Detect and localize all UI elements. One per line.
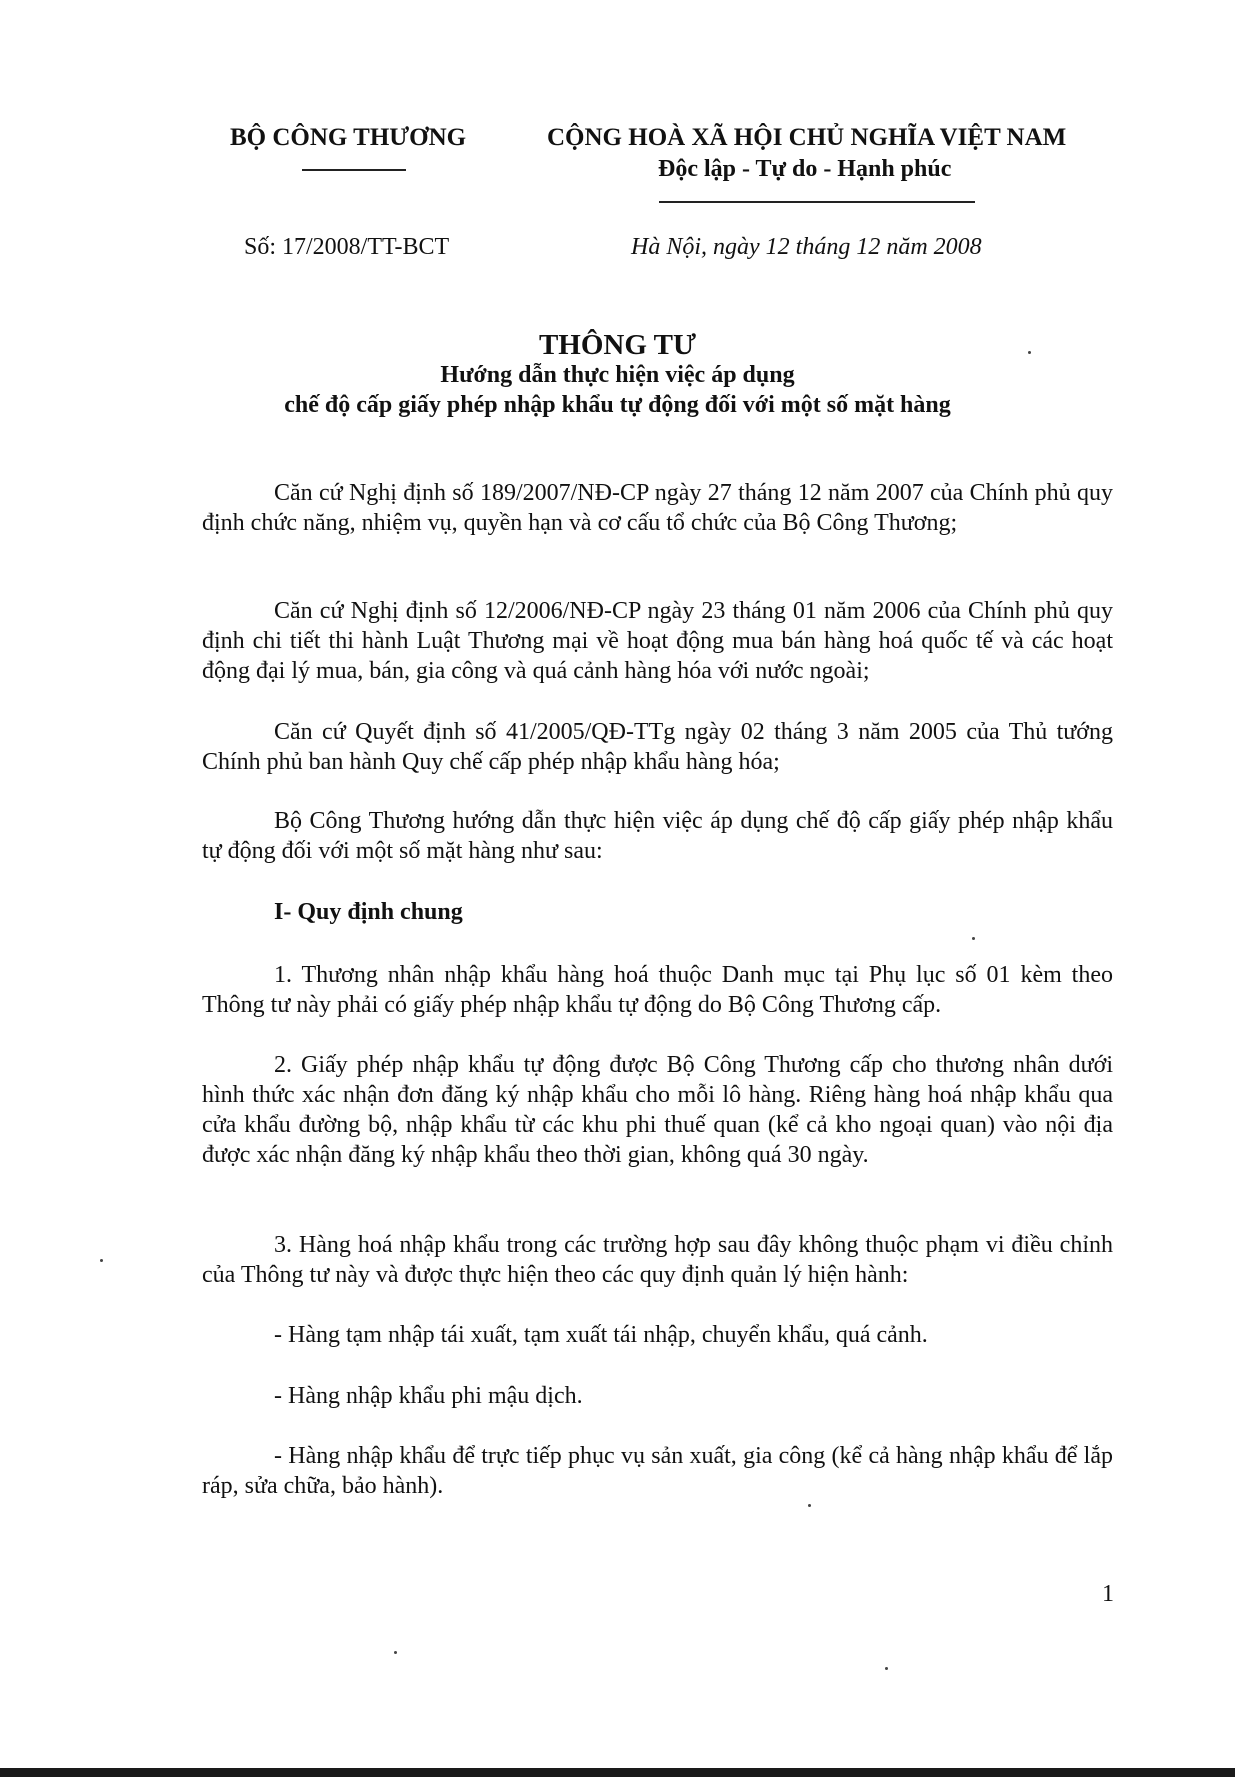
country-name: CỘNG HOÀ XÃ HỘI CHỦ NGHĨA VIỆT NAM [547, 124, 1067, 151]
paragraph-legal-basis-1: Căn cứ Nghị định số 189/2007/NĐ-CP ngày 27 tháng 12 năm 2007 của Chính phủ quy định chức năng, nhiệm vụ, quyền hạn và cơ cấu tổ chức của Bộ Công Thương; [202, 480, 1113, 536]
scan-speck [808, 1504, 811, 1507]
place-and-date: Hà Nội, ngày 12 tháng 12 năm 2008 [631, 234, 982, 260]
document-number: Số: 17/2008/TT-BCT [244, 234, 450, 260]
exemption-bullet-1: - Hàng tạm nhập tái xuất, tạm xuất tái nhập, chuyển khẩu, quá cảnh. [274, 1322, 928, 1348]
scan-edge-bar [0, 1768, 1235, 1777]
exemption-bullet-3: - Hàng nhập khẩu để trực tiếp phục vụ sản xuất, gia công (kể cả hàng nhập khẩu để lắp ráp, sửa chữa, bảo hành). [202, 1443, 1113, 1499]
paragraph-introduction: Bộ Công Thương hướng dẫn thực hiện việc áp dụng chế độ cấp giấy phép nhập khẩu tự động đối với một số mặt hàng như sau: [202, 808, 1113, 864]
regulation-item-2: 2. Giấy phép nhập khẩu tự động được Bộ Công Thương cấp cho thương nhân dưới hình thức xác nhận đơn đăng ký nhập khẩu cho mỗi lô hàng. Riêng hàng hoá nhập khẩu qua cửa khẩu đường bộ, nhập khẩu từ các khu phi thuế quan (kể cả kho ngoại quan) vào nội địa được xác nhận đăng ký nhập khẩu theo thời gian, không quá 30 ngày. [202, 1052, 1113, 1168]
scan-speck [885, 1667, 888, 1670]
scan-speck [394, 1651, 397, 1654]
ministry-name: BỘ CÔNG THƯƠNG [230, 124, 467, 151]
scan-speck [972, 937, 975, 940]
paragraph-legal-basis-2: Căn cứ Nghị định số 12/2006/NĐ-CP ngày 23 tháng 01 năm 2006 của Chính phủ quy định chi tiết thi hành Luật Thương mại về hoạt động mua bán hàng hoá quốc tế và các hoạt động đại lý mua, bán, gia công và quá cảnh hàng hóa với nước ngoài; [202, 598, 1113, 684]
national-motto: Độc lập - Tự do - Hạnh phúc [658, 156, 952, 182]
scan-speck [1028, 351, 1031, 354]
section-heading-general: I- Quy định chung [274, 899, 463, 925]
paragraph-legal-basis-3: Căn cứ Quyết định số 41/2005/QĐ-TTg ngày 02 tháng 3 năm 2005 của Thủ tướng Chính phủ ban hành Quy chế cấp phép nhập khẩu hàng hóa; [202, 719, 1113, 775]
scan-speck [100, 1259, 103, 1262]
title-subtitle-line-2: chế độ cấp giấy phép nhập khẩu tự động đối với một số mặt hàng [284, 392, 951, 418]
page-number: 1 [1102, 1581, 1114, 1607]
title-subtitle-line-1: Hướng dẫn thực hiện việc áp dụng [440, 362, 795, 388]
motto-underline [659, 201, 975, 203]
exemption-bullet-2: - Hàng nhập khẩu phi mậu dịch. [274, 1383, 583, 1409]
regulation-item-3: 3. Hàng hoá nhập khẩu trong các trường hợp sau đây không thuộc phạm vi điều chỉnh của Thông tư này và được thực hiện theo các quy định quản lý hiện hành: [202, 1232, 1113, 1288]
document-type-title: THÔNG TƯ [538, 329, 697, 361]
regulation-item-1: 1. Thương nhân nhập khẩu hàng hoá thuộc Danh mục tại Phụ lục số 01 kèm theo Thông tư này phải có giấy phép nhập khẩu tự động do Bộ Công Thương cấp. [202, 962, 1113, 1018]
ministry-underline [302, 169, 406, 171]
